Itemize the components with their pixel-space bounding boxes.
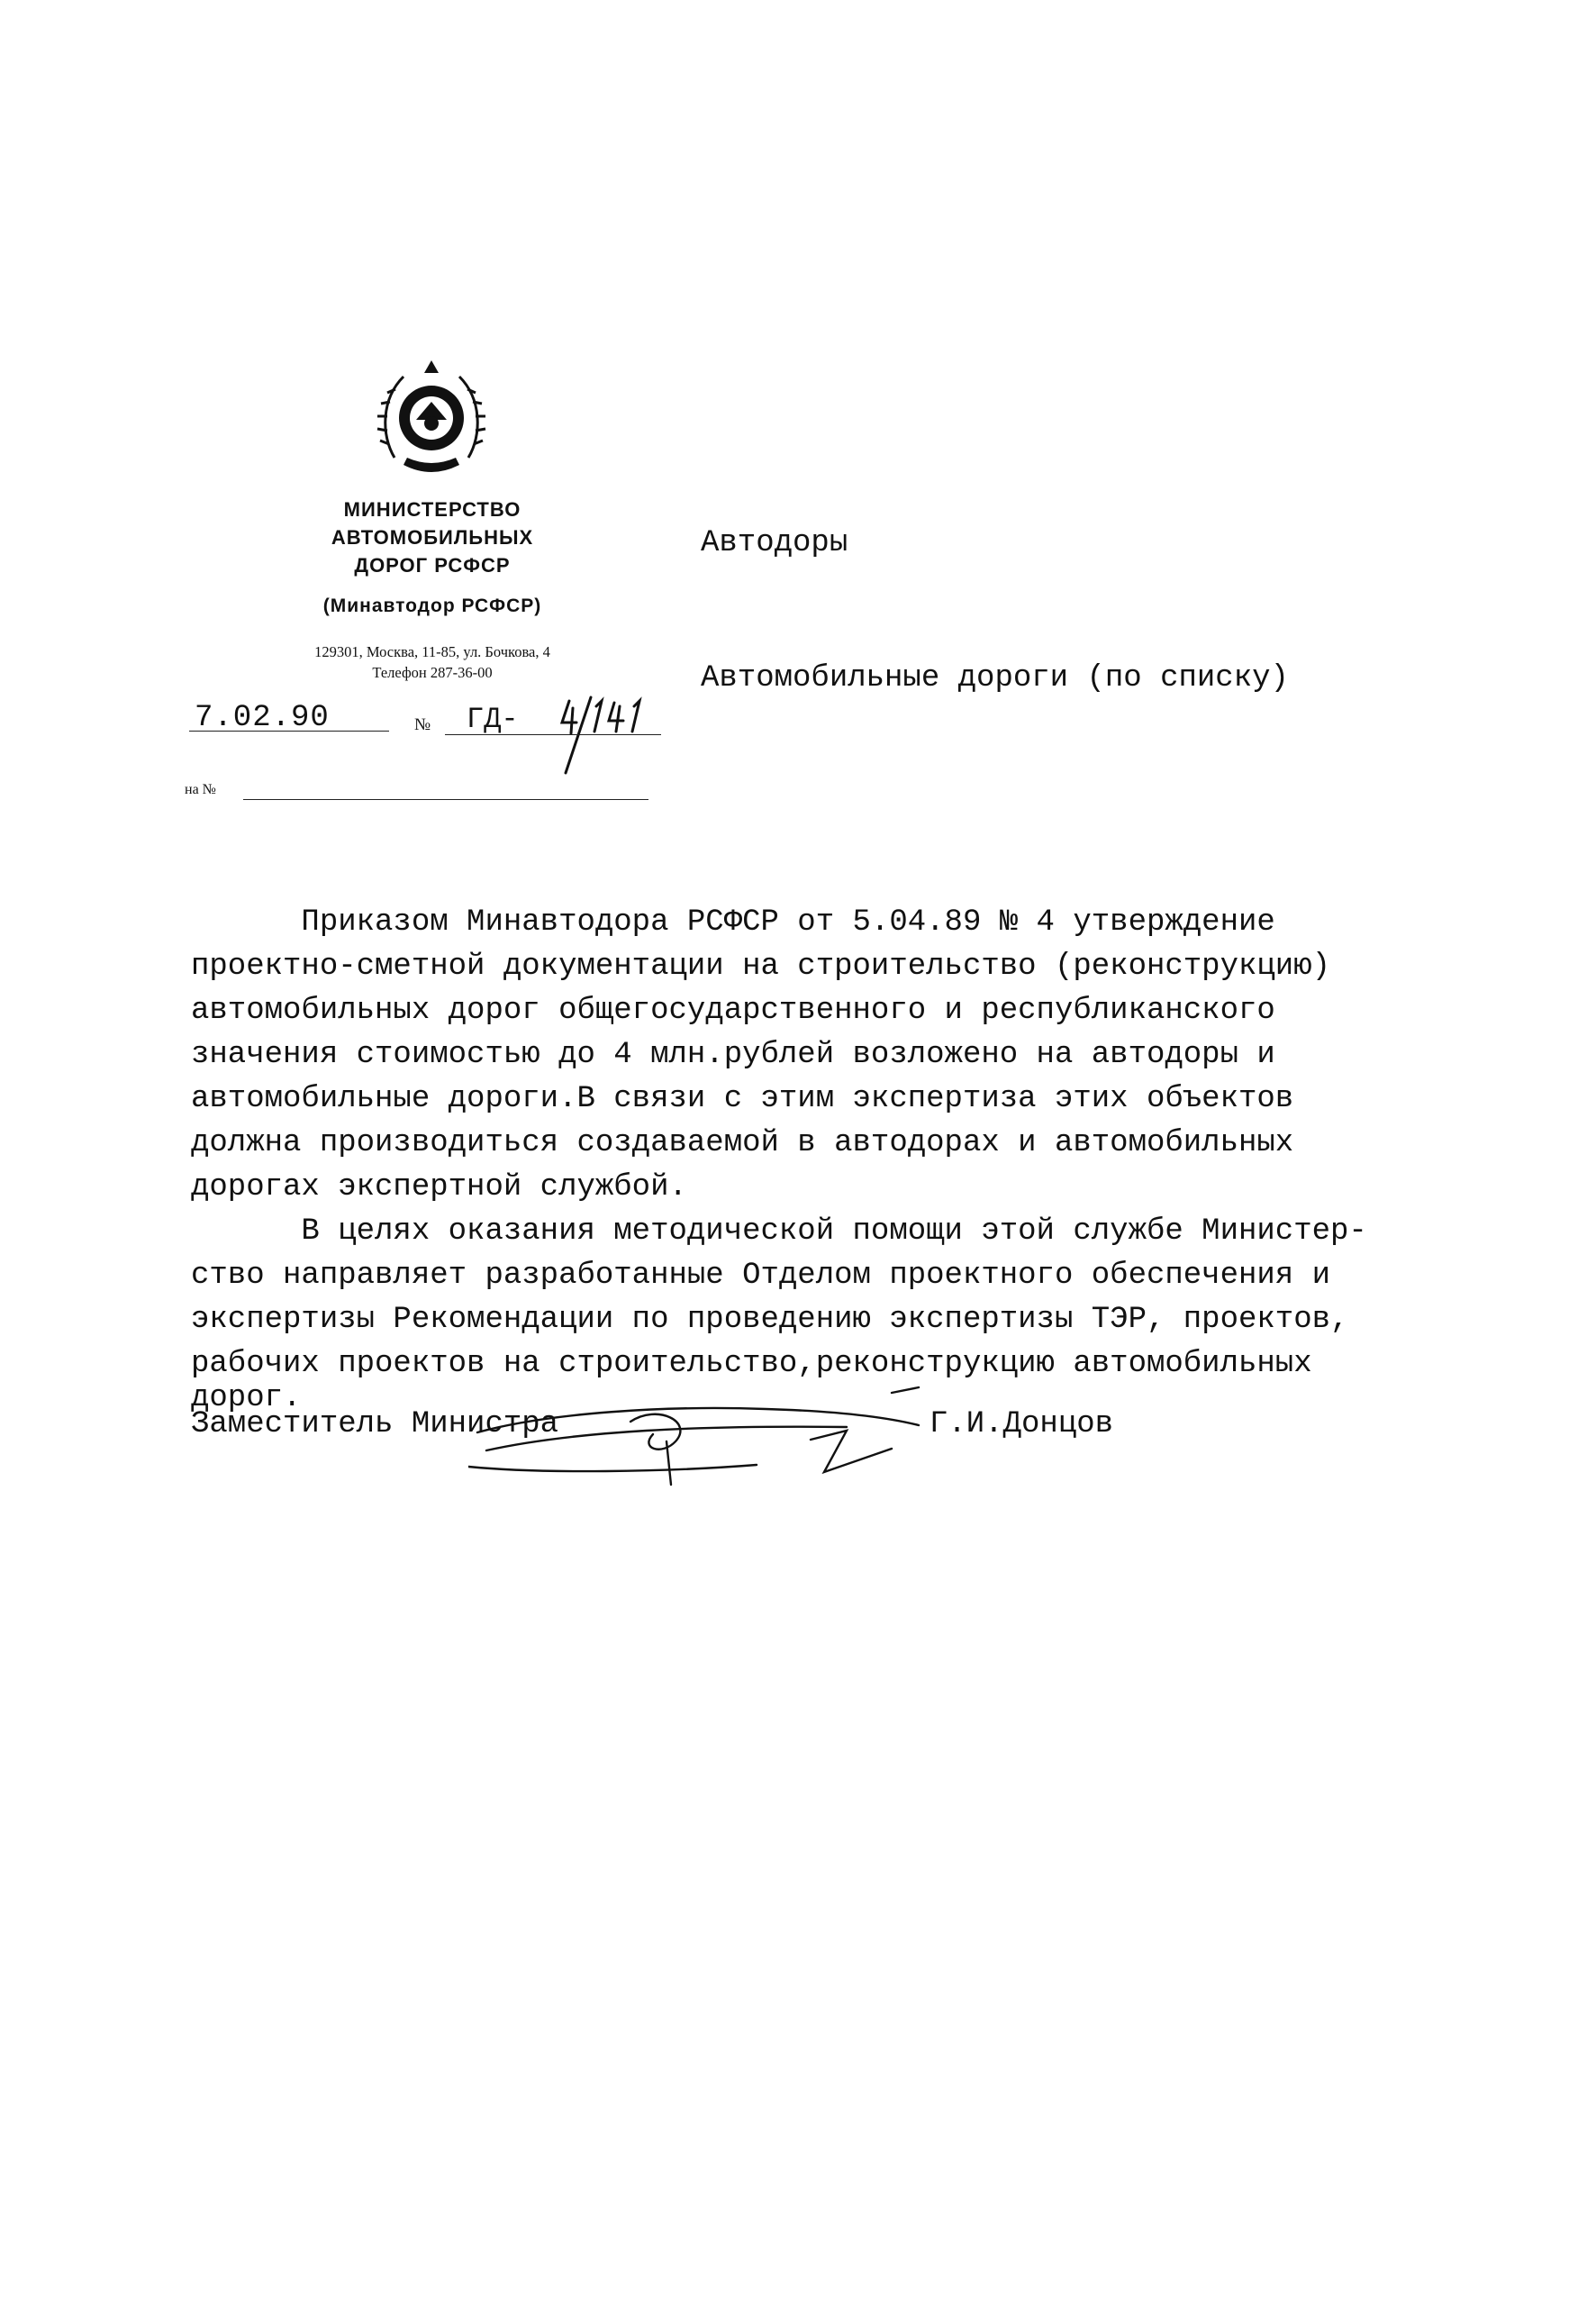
addressee-line: Автодоры	[701, 526, 848, 560]
body-line: Приказом Минавтодора РСФСР от 5.04.89 № 4 утверждение	[191, 905, 1275, 940]
letter-date: 7.02.90	[195, 701, 330, 735]
paragraph-2	[191, 1210, 1380, 1415]
letter-body	[191, 901, 1380, 1415]
phone-line: Телефон 287-36-00	[372, 664, 493, 681]
ministry-line: АВТОМОБИЛЬНЫХ	[331, 526, 534, 549]
ministry-short-name: (Минавтодор РСФСР)	[322, 595, 542, 616]
reply-label: на №	[185, 782, 216, 797]
ministry-name	[270, 495, 594, 620]
body-line: автомобильные дороги.В связи с этим экспертиза этих объектов	[191, 1082, 1294, 1116]
signatory-title: Заместитель Министра	[191, 1407, 559, 1441]
addressee-line: Автомобильные дороги (по списку)	[701, 661, 1289, 695]
ministry-line: МИНИСТЕРСТВО	[343, 498, 521, 521]
signatory-name: Г.И.Донцов	[929, 1407, 1114, 1441]
body-line: рабочих проектов на строительство,реконструкцию автомобильных	[191, 1347, 1312, 1381]
body-line: проектно-сметной документации на строительство (реконструкцию)	[191, 950, 1331, 984]
body-line: дорогах экспертной службой.	[191, 1170, 687, 1204]
body-line: значения стоимостью до 4 млн.рублей возложено на автодоры и	[191, 1038, 1275, 1072]
letter-number-prefix: ГД-	[467, 703, 519, 736]
body-line: автомобильных дорог общегосударственного и республиканского	[191, 994, 1275, 1028]
body-line: В целях оказания методической помощи этой службе Министер-	[191, 1214, 1367, 1249]
body-line: дорог.	[191, 1381, 302, 1415]
addressee	[701, 431, 1289, 791]
ministry-address	[225, 641, 639, 683]
body-line: экспертизы Рекомендации по проведению экспертизы ТЭР, проектов,	[191, 1303, 1349, 1337]
date-underline	[189, 730, 389, 732]
body-line: ство направляет разработанные Отделом проектного обеспечения и	[191, 1259, 1331, 1293]
number-underline	[445, 733, 661, 735]
coat-of-arms-icon	[376, 359, 486, 479]
body-line: должна производиться создаваемой в автодорах и автомобильных	[191, 1126, 1294, 1160]
address-line: 129301, Москва, 11-85, ул. Бочкова, 4	[314, 643, 550, 660]
handwritten-signature	[468, 1386, 937, 1494]
paragraph-1	[191, 901, 1380, 1210]
number-label: №	[414, 715, 431, 734]
reply-underline	[243, 798, 648, 800]
ministry-line: ДОРОГ РСФСР	[354, 554, 511, 577]
